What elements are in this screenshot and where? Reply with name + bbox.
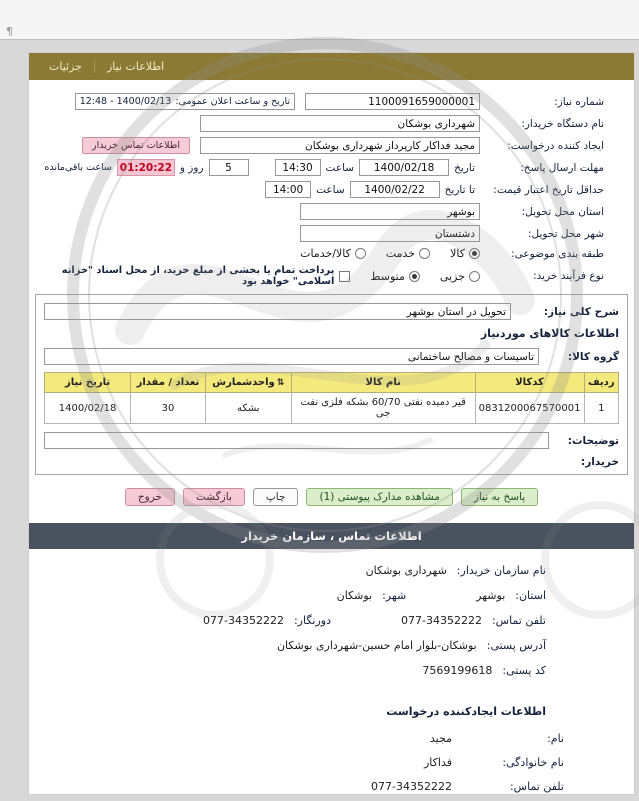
row-need-number bbox=[29, 93, 634, 110]
deadline-time-field[interactable]: 14:30 bbox=[275, 159, 321, 176]
row-need-description bbox=[44, 303, 619, 320]
deadline-date-word: تاریخ bbox=[454, 161, 475, 174]
contact-province-value: بوشهر bbox=[476, 589, 506, 602]
cell-row-number: 1 bbox=[584, 393, 618, 424]
radio-label-service: خدمت bbox=[385, 247, 416, 260]
creator-phone-label: تلفن تماس: bbox=[509, 780, 564, 793]
days-remaining-field: 5 bbox=[209, 159, 249, 176]
need-details-box bbox=[35, 294, 628, 475]
radio-label-goods-service: کالا/خدمات bbox=[300, 247, 351, 260]
row-response-deadline bbox=[29, 159, 634, 176]
creator-phone-value: 077-34352222 bbox=[371, 780, 452, 793]
buyer-contact-info-button[interactable]: اطلاعات تماس خریدار bbox=[82, 137, 190, 154]
tab-need-info[interactable]: اطلاعات نیاز bbox=[94, 60, 176, 73]
paragraph-mark: ¶ bbox=[6, 25, 13, 38]
radio-icon bbox=[419, 248, 430, 259]
creator-last-name-value: فداکار bbox=[424, 756, 452, 769]
creator-first-name-value: مجید bbox=[429, 732, 452, 745]
cell-unit: بشکه bbox=[205, 393, 291, 424]
deadline-date-field[interactable]: 1400/02/18 bbox=[359, 159, 449, 176]
contact-phone-label: تلفن تماس: bbox=[491, 614, 546, 627]
buyer-label: خریدار: bbox=[581, 456, 619, 468]
contact-postal-value: 7569199618 bbox=[422, 664, 493, 677]
action-buttons bbox=[29, 488, 634, 506]
row-buyer bbox=[44, 456, 619, 468]
radio-option-service[interactable] bbox=[386, 247, 430, 260]
row-price-validity bbox=[29, 181, 634, 198]
contact-row-org bbox=[57, 564, 546, 577]
row-delivery-city bbox=[29, 225, 634, 242]
need-form bbox=[29, 80, 634, 793]
radio-checked-icon bbox=[469, 248, 480, 259]
goods-table-row bbox=[45, 393, 619, 424]
contact-city-value: بوشکان bbox=[336, 589, 373, 602]
validity-date-field[interactable]: 1400/02/22 bbox=[350, 181, 440, 198]
back-button[interactable]: بازگشت bbox=[183, 488, 245, 506]
contact-address-value: بوشکان-بلوار امام حسین-شهرداری بوشکان bbox=[276, 639, 477, 652]
checkbox-icon bbox=[339, 271, 350, 282]
contact-fax-value: 077-34352222 bbox=[203, 614, 284, 627]
cell-quantity: 30 bbox=[131, 393, 206, 424]
creator-last-name-label: نام خانوادگی: bbox=[502, 756, 564, 769]
row-purchase-process bbox=[29, 265, 634, 287]
radio-icon bbox=[469, 271, 480, 282]
delivery-province-field[interactable]: بوشهر bbox=[300, 203, 480, 220]
cell-item-code: 0831200067570001 bbox=[475, 393, 584, 424]
delivery-city-field[interactable]: دشتستان bbox=[300, 225, 480, 242]
radio-option-medium[interactable] bbox=[370, 270, 420, 283]
creator-row-first-name bbox=[57, 732, 564, 745]
goods-group-label: گروه کالا: bbox=[567, 350, 619, 363]
request-creator-section bbox=[29, 691, 634, 793]
browser-chrome-strip bbox=[0, 0, 639, 40]
contact-province-label: استان: bbox=[515, 589, 546, 602]
announce-datetime-field[interactable] bbox=[75, 93, 295, 110]
deadline-time-word: ساعت bbox=[325, 161, 355, 174]
tab-details[interactable]: جزئیات bbox=[49, 60, 82, 73]
announce-value: 1400/02/13 - 12:48 bbox=[79, 96, 172, 107]
need-description-label: شرح کلی نیاز: bbox=[543, 305, 619, 318]
col-need-date: تاریخ نیاز bbox=[45, 373, 131, 393]
validity-label: حداقل تاریخ اعتبار قیمت: bbox=[493, 183, 604, 196]
goods-table bbox=[44, 372, 619, 424]
contact-postal-label: کد پستی: bbox=[502, 664, 546, 677]
contact-phone-value: 077-34352222 bbox=[401, 614, 482, 627]
row-buyer-org bbox=[29, 115, 634, 132]
radio-label-minor: جزیی bbox=[439, 269, 465, 283]
announce-label: تاریخ و ساعت اعلان عمومی: bbox=[175, 96, 290, 107]
creator-first-name-label: نام: bbox=[547, 732, 564, 745]
notes-label: توضیحات: bbox=[567, 434, 619, 447]
radio-option-minor[interactable] bbox=[440, 270, 480, 283]
col-item-name: نام کالا bbox=[291, 373, 475, 393]
delivery-city-label: شهر محل تحویل: bbox=[528, 227, 604, 240]
contact-address-label: آدرس پستی: bbox=[486, 639, 546, 652]
radio-checked-icon bbox=[409, 271, 420, 282]
respond-to-need-button[interactable]: پاسخ به نیاز bbox=[461, 488, 538, 506]
row-subject-category bbox=[29, 247, 634, 260]
treasury-checkbox-option[interactable] bbox=[57, 265, 350, 287]
deadline-label: مهلت ارسال پاسخ: bbox=[520, 161, 604, 174]
countdown-suffix: ساعت باقی‌مانده bbox=[44, 162, 112, 173]
buyer-org-field[interactable]: شهرداری بوشکان bbox=[200, 115, 480, 132]
creator-row-last-name bbox=[57, 756, 564, 769]
countdown-timer: 01:20:22 bbox=[117, 159, 175, 176]
notes-field[interactable] bbox=[44, 432, 549, 449]
need-number-label: شماره نیاز: bbox=[554, 95, 604, 108]
validity-time-word: ساعت bbox=[316, 183, 345, 196]
subject-category-label: طبقه بندی موضوعی: bbox=[511, 247, 604, 260]
validity-date-word: تا تاریخ bbox=[444, 183, 475, 196]
buyer-contact-header-bar: اطلاعات تماس ، سازمان خریدار bbox=[29, 523, 634, 549]
radio-label-medium: متوسط bbox=[370, 269, 405, 283]
contact-row-address bbox=[57, 639, 546, 652]
print-button[interactable]: چاپ bbox=[253, 488, 299, 506]
col-row-number: ردیف bbox=[584, 373, 618, 393]
creator-row-phone bbox=[57, 780, 564, 793]
validity-time-field[interactable]: 14:00 bbox=[265, 181, 311, 198]
org-name-value: شهرداری بوشکان bbox=[365, 564, 447, 577]
row-goods-group bbox=[44, 348, 619, 365]
contact-city-pair bbox=[337, 589, 407, 602]
col-item-code: کدکالا bbox=[475, 373, 584, 393]
tab-bar bbox=[29, 53, 634, 80]
contact-row-province-city bbox=[57, 589, 546, 602]
col-unit[interactable]: ⇅واحدشمارش bbox=[205, 373, 291, 393]
days-suffix: روز و bbox=[179, 161, 204, 174]
goods-info-header: اطلاعات کالاهای موردنیاز bbox=[480, 327, 619, 340]
buyer-org-label: نام دستگاه خریدار: bbox=[521, 117, 604, 130]
contact-city-label: شهر: bbox=[382, 589, 407, 602]
radio-label-goods: کالا bbox=[450, 247, 465, 260]
purchase-process-label: نوع فرآیند خرید: bbox=[533, 270, 604, 282]
sort-icon[interactable]: ⇅ bbox=[276, 378, 285, 388]
contact-fax-label: دورنگار: bbox=[293, 614, 331, 627]
row-request-creator bbox=[29, 137, 634, 154]
delivery-province-label: استان محل تحویل: bbox=[521, 205, 604, 218]
view-attachments-button[interactable]: مشاهده مدارک پیوستی (1) bbox=[306, 488, 452, 506]
org-name-label: نام سازمان خریدار: bbox=[456, 564, 546, 577]
row-delivery-province bbox=[29, 203, 634, 220]
treasury-checkbox-label: پرداخت تمام یا بخشی از مبلغ خرید، از محل اسناد "خزانه اسلامی" خواهد بود bbox=[61, 265, 335, 287]
exit-button[interactable]: خروج bbox=[125, 488, 175, 506]
radio-icon bbox=[355, 248, 366, 259]
radio-option-goods[interactable] bbox=[450, 247, 480, 260]
contact-row-postal bbox=[57, 664, 546, 677]
request-creator-header: اطلاعات ایجادکننده درخواست bbox=[386, 705, 546, 718]
buyer-contact-section bbox=[29, 549, 634, 691]
contact-row-phone-fax bbox=[57, 614, 546, 627]
goods-table-header-row bbox=[45, 373, 619, 393]
request-creator-field[interactable]: مجید فداکار کارپرداز شهرداری بوشکان bbox=[200, 137, 480, 154]
request-creator-label: ایجاد کننده درخواست: bbox=[507, 139, 604, 152]
cell-item-name: قیر دمیده نفتی 60/70 بشکه فلزی نفت جی bbox=[291, 393, 475, 424]
goods-group-field[interactable]: تاسیسات و مصالح ساختمانی bbox=[44, 348, 539, 365]
cell-need-date: 1400/02/18 bbox=[45, 393, 131, 424]
content-card bbox=[28, 52, 635, 795]
need-number-field[interactable]: 1100091659000001 bbox=[305, 93, 480, 110]
contact-fax-pair bbox=[203, 614, 331, 627]
col-quantity: تعداد / مقدار bbox=[131, 373, 206, 393]
need-description-field[interactable]: تحویل در استان بوشهر bbox=[44, 303, 511, 320]
row-notes bbox=[44, 432, 619, 449]
radio-option-goods-service[interactable] bbox=[300, 247, 366, 260]
